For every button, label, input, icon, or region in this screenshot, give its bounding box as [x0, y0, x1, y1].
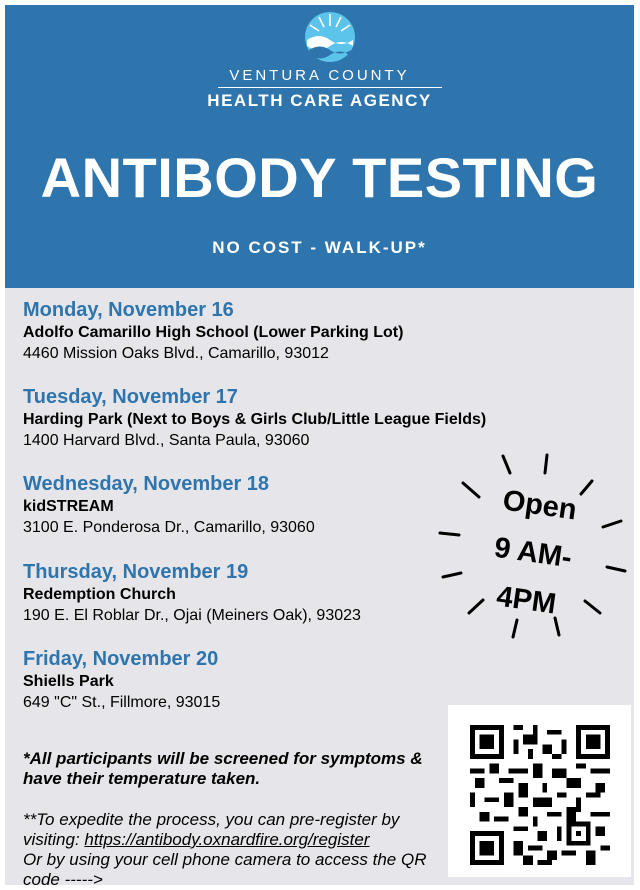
event-date: Monday, November 16 [23, 299, 234, 321]
event-date: Tuesday, November 17 [23, 386, 238, 408]
qr-code-icon[interactable] [470, 725, 610, 865]
event-venue: Harding Park (Next to Boys & Girls Club/Little League Fields) [23, 411, 487, 428]
screening-note: *All participants will be screened for symptoms & have their temperature taken. [23, 749, 423, 788]
event-address: 3100 E. Ponderosa Dr., Camarillo, 93060 [23, 519, 315, 536]
event-venue: Shiells Park [23, 673, 114, 690]
header-banner [5, 5, 634, 288]
event-venue: Adolfo Camarillo High School (Lower Parking Lot) [23, 324, 404, 341]
sun-wave-logo-icon [303, 10, 357, 64]
headline: ANTIBODY TESTING [40, 146, 599, 209]
agency-divider [218, 87, 442, 88]
hours-badge [464, 473, 603, 632]
agency-name-line2: HEALTH CARE AGENCY [207, 91, 432, 110]
preregister-text: **To expedite the process, you can pre-register by visiting: [23, 810, 400, 849]
flyer [5, 5, 634, 889]
event-item [23, 298, 543, 364]
event-date: Thursday, November 19 [23, 561, 249, 583]
event-address: 190 E. El Roblar Dr., Ojai (Meiners Oak), 93023 [23, 607, 361, 624]
event-address: 4460 Mission Oaks Blvd., Camarillo, 93012 [23, 345, 329, 362]
subheadline: NO COST - WALK-UP* [212, 238, 427, 257]
event-venue: kidSTREAM [23, 498, 114, 515]
hours-line: 4PM [494, 580, 559, 621]
hours-line: 9 AM- [492, 531, 574, 575]
event-date: Friday, November 20 [23, 648, 219, 670]
event-item [23, 647, 543, 713]
event-item [23, 385, 543, 451]
event-venue: Redemption Church [23, 586, 176, 603]
event-address: 1400 Harvard Blvd., Santa Paula, 93060 [23, 432, 310, 449]
hours-line: Open [500, 484, 579, 527]
preregister-note [23, 810, 453, 890]
event-address: 649 "C" St., Fillmore, 93015 [23, 694, 221, 711]
preregister-link[interactable]: https://antibody.oxnardfire.org/register [84, 830, 370, 849]
agency-name-line1: VENTURA COUNTY [229, 67, 410, 84]
event-date: Wednesday, November 18 [23, 473, 270, 495]
qr-hint-text: Or by using your cell phone camera to access the QR code -----> [23, 850, 427, 889]
